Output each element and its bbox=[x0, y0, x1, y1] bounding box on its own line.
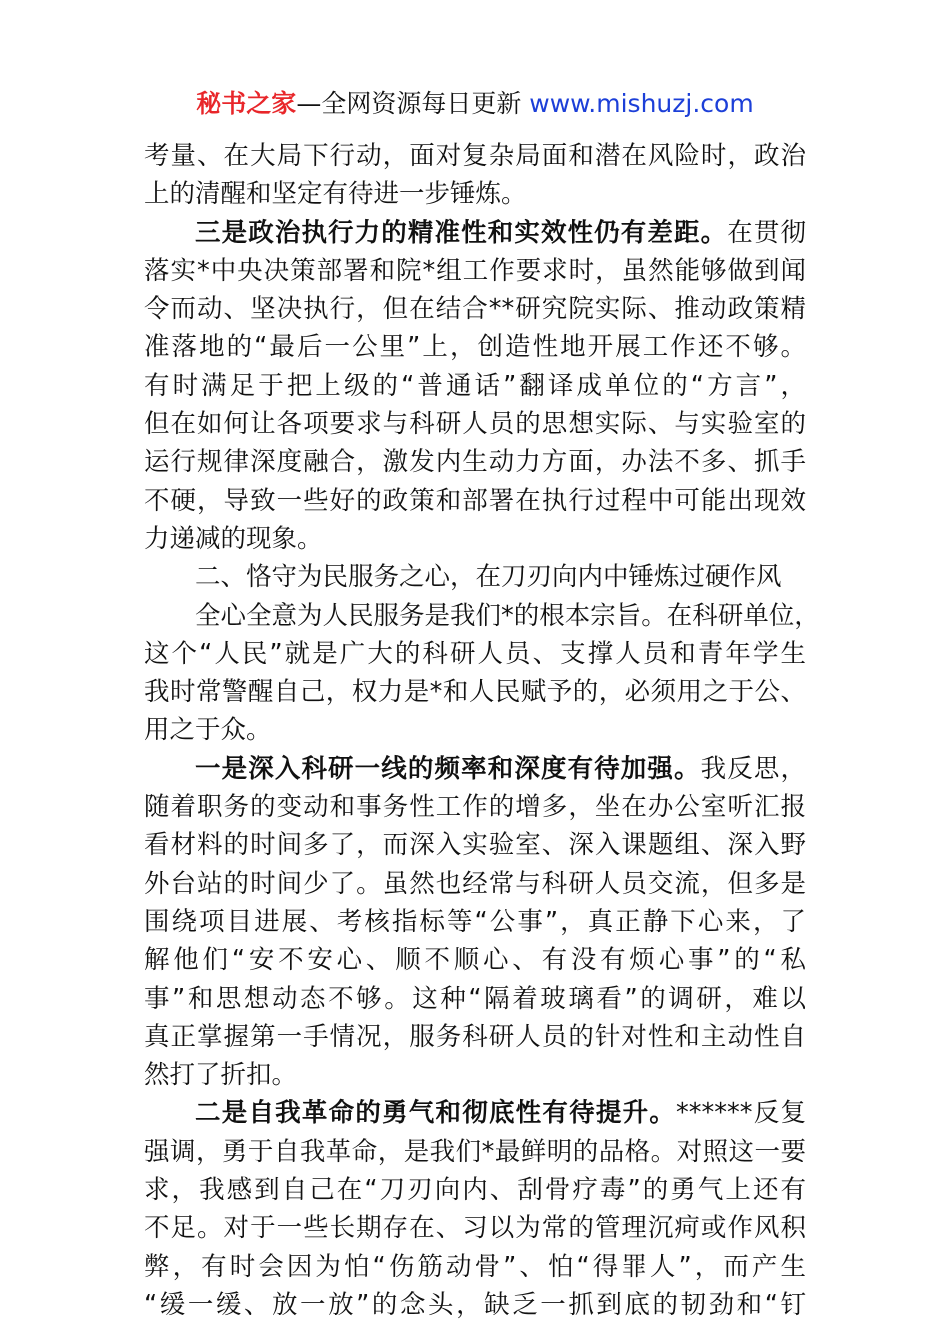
text-line: 力递减的现象。 bbox=[144, 523, 323, 554]
text-line: 落实*中央决策部署和院*组工作要求时，虽然能够做到闻 bbox=[144, 255, 806, 286]
text-line: 看材料的时间多了，而深入实验室、深入课题组、深入野 bbox=[144, 830, 806, 861]
text-line: 准落地的“最后一公里”上，创造性地开展工作还不够。 bbox=[144, 332, 806, 363]
text-line: 上的清醒和坚定有待进一步锤炼。 bbox=[144, 179, 527, 210]
text-line: 不硬，导致一些好的政策和部署在执行过程中可能出现效 bbox=[144, 485, 806, 516]
text-line: 随着职务的变动和事务性工作的增多，坐在办公室听汇报 bbox=[144, 792, 806, 823]
page-header bbox=[0, 84, 950, 124]
header-tagline: —全网资源每日更新 bbox=[296, 89, 530, 118]
text-line: 但在如何让各项要求与科研人员的思想实际、与实验室的 bbox=[144, 409, 806, 440]
text-line: 这个“人民”就是广大的科研人员、支撑人员和青年学生 bbox=[144, 638, 806, 669]
subheading-line: 一是深入科研一线的频率和深度有待加强。我反思， bbox=[195, 753, 806, 784]
text-line: 不足。对于一些长期存在、习以为常的管理沉疴或作风积 bbox=[144, 1213, 806, 1244]
text-line: “缓一缓、放一放”的念头，缺乏一抓到底的韧劲和“钉 bbox=[144, 1289, 806, 1320]
text-line: 弊，有时会因为怕“伤筋动骨”、怕“得罪人”，而产生 bbox=[144, 1251, 806, 1282]
text-line: 我时常警醒自己，权力是*和人民赋予的，必须用之于公、 bbox=[144, 677, 806, 708]
subheading-line: 二是自我革命的勇气和彻底性有待提升。******反复 bbox=[195, 1098, 806, 1129]
text-line: 运行规律深度融合，激发内生动力方面，办法不多、抓手 bbox=[144, 447, 806, 478]
bold-subheading: 一是深入科研一线的频率和深度有待加强。 bbox=[195, 753, 701, 784]
text-line: 围绕项目进展、考核指标等“公事”，真正静下心来，了 bbox=[144, 906, 806, 937]
text-line: 有时满足于把上级的“普通话”翻译成单位的“方言”， bbox=[144, 370, 806, 401]
text-line: 强调，勇于自我革命，是我们*最鲜明的品格。对照这一要 bbox=[144, 1136, 806, 1167]
bold-subheading: 三是政治执行力的精准性和实效性仍有差距。 bbox=[195, 217, 728, 248]
subheading-line: 三是政治执行力的精准性和实效性仍有差距。在贯彻 bbox=[195, 217, 806, 248]
brand-name: 秘书之家 bbox=[196, 89, 297, 118]
text-line: 解他们“安不安心、顺不顺心、有没有烦心事”的“私 bbox=[144, 945, 806, 976]
text-line: 全心全意为人民服务是我们*的根本宗旨。在科研单位， bbox=[195, 600, 820, 631]
text-line: 令而动、坚决执行，但在结合**研究院实际、推动政策精 bbox=[144, 294, 806, 325]
text-line: 外台站的时间少了。虽然也经常与科研人员交流，但多是 bbox=[144, 868, 806, 899]
text-line: 考量、在大局下行动，面对复杂局面和潜在风险时，政治 bbox=[144, 141, 806, 171]
text-line: 然打了折扣。 bbox=[144, 1060, 298, 1091]
section-heading: 二、恪守为民服务之心，在刀刃向内中锤炼过硬作风 bbox=[195, 562, 782, 593]
site-url-link[interactable]: www.mishuzj.com bbox=[529, 89, 754, 118]
text-line: 真正掌握第一手情况，服务科研人员的针对性和主动性自 bbox=[144, 1021, 806, 1052]
document-body bbox=[144, 137, 820, 1324]
text-line: 事”和思想动态不够。这种“隔着玻璃看”的调研，难以 bbox=[144, 983, 806, 1014]
bold-subheading: 二是自我革命的勇气和彻底性有待提升。 bbox=[195, 1098, 677, 1129]
text-line: 求，我感到自己在“刀刃向内、刮骨疗毒”的勇气上还有 bbox=[144, 1175, 806, 1206]
text-line: 用之于众。 bbox=[144, 715, 272, 746]
